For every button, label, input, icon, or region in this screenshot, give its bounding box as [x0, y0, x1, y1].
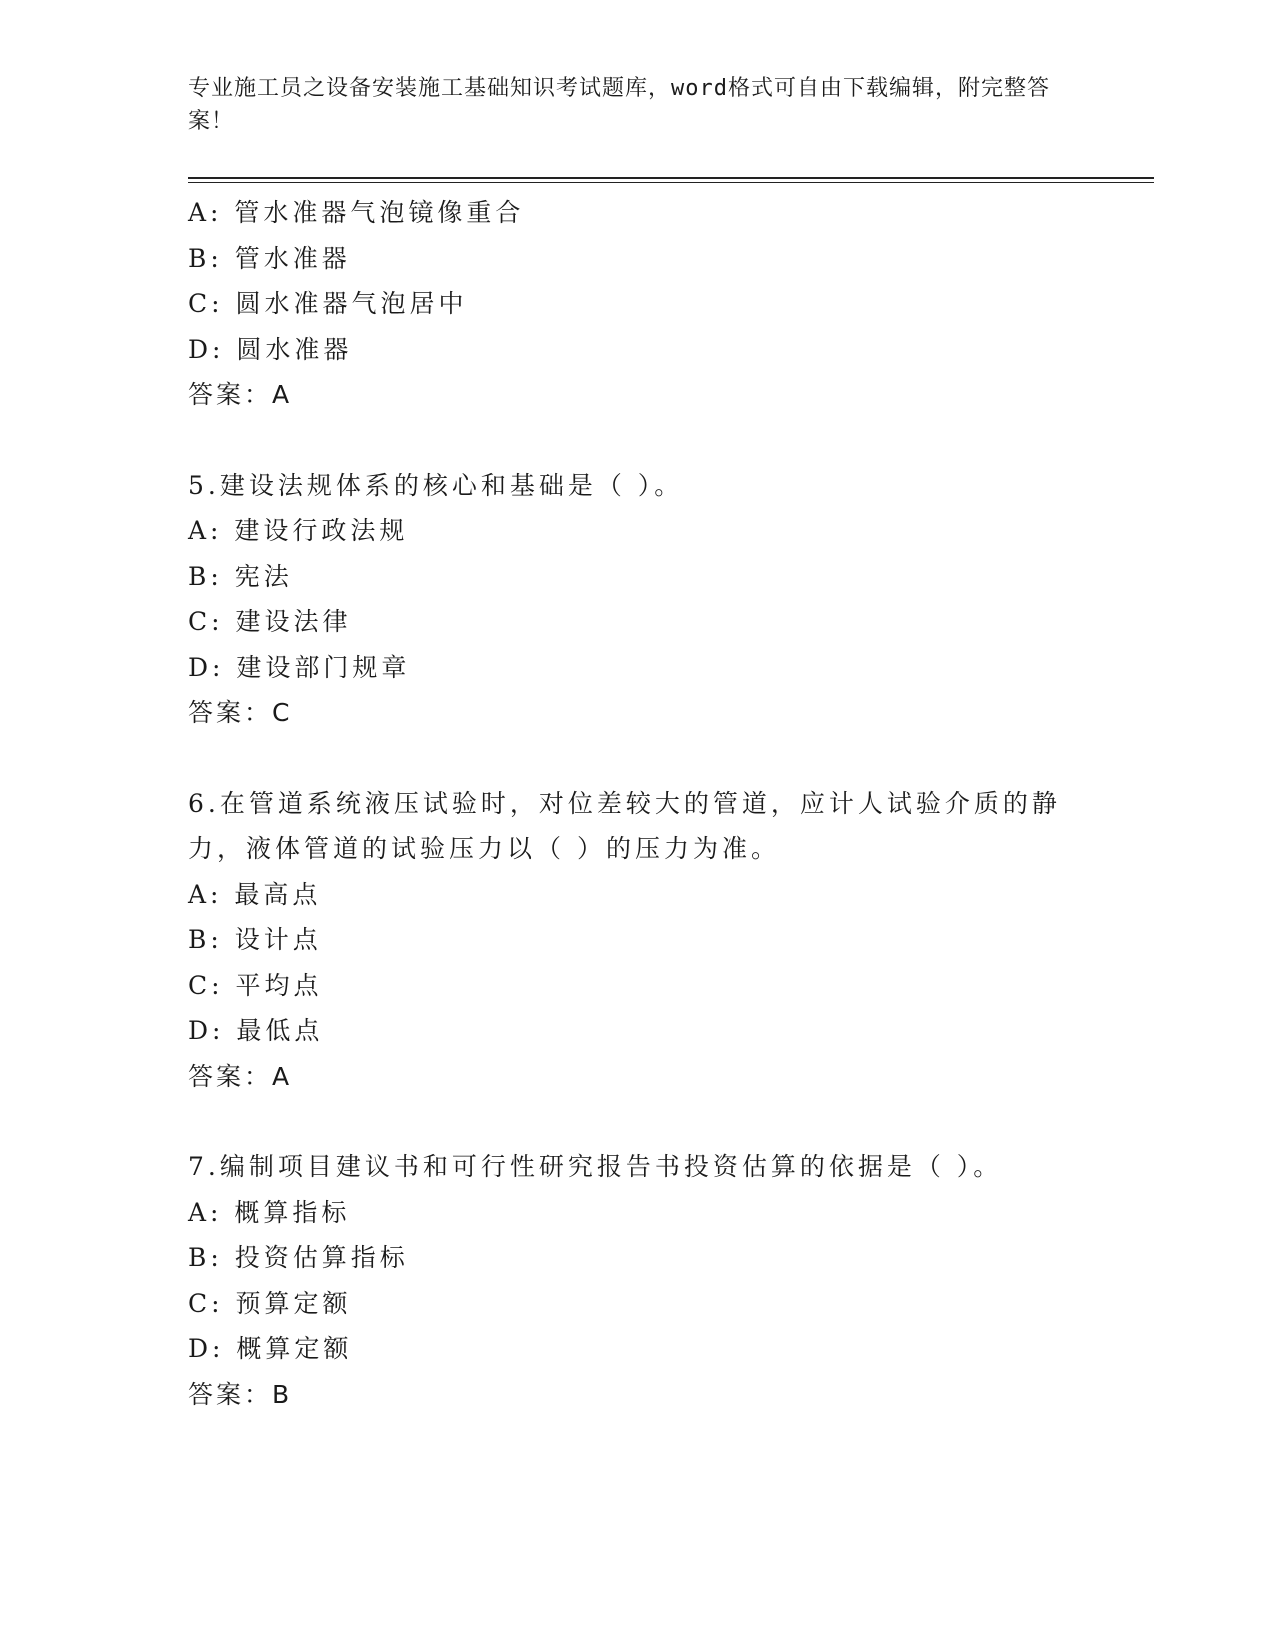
option-a: A: 概算指标: [188, 1197, 351, 1227]
option-c: C: 预算定额: [188, 1288, 352, 1318]
question-text: 7.编制项目建议书和可行性研究报告书投资估算的依据是（ ）。: [188, 1152, 1003, 1181]
option-c: C: 建设法律: [188, 607, 352, 636]
document-header: 专业施工员之设备安装施工基础知识考试题库，word格式可自由下载编辑，附完整答案！: [188, 76, 1050, 134]
option-b: B: 投资估算指标: [188, 1243, 409, 1272]
question-block-7: [188, 1144, 1088, 1417]
option-b: B: 宪法: [188, 561, 293, 591]
option-d: D: 最低点: [188, 1016, 324, 1045]
answer-line: 答案：B: [188, 1379, 293, 1409]
spacer: [188, 1099, 1088, 1144]
answer-line: 答案：A: [188, 380, 293, 409]
question-block-5: [188, 463, 1088, 736]
answer-line: 答案：A: [188, 1061, 293, 1091]
spacer: [188, 736, 1088, 781]
question-list: [188, 190, 1088, 1417]
answer-line: 答案：C: [188, 698, 293, 727]
option-a: A: 建设行政法规: [188, 516, 409, 545]
question-text: 5.建设法规体系的核心和基础是（ ）。: [188, 470, 684, 500]
question-block-6: [188, 781, 1088, 1100]
header-divider-thick: [188, 177, 1154, 179]
question-text: 6.在管道系统液压试验时，对位差较大的管道，应计人试验介质的静力，液体管道的试验压力以（ ）的压力为准。: [188, 788, 1061, 863]
spacer: [188, 418, 1088, 463]
option-d: D: 概算定额: [188, 1334, 353, 1363]
option-a: A: 最高点: [188, 879, 322, 909]
question-block-4: [188, 190, 1088, 418]
option-b: B: 设计点: [188, 925, 322, 954]
option-a: A: 管水准器气泡镜像重合: [188, 198, 525, 227]
option-b: B: 管水准器: [188, 243, 351, 273]
option-c: C: 平均点: [188, 970, 323, 1000]
option-d: D: 建设部门规章: [188, 652, 411, 682]
option-c: C: 圆水准器气泡居中: [188, 289, 468, 318]
option-d: D: 圆水准器: [188, 334, 353, 364]
header-divider-thin: [188, 182, 1154, 183]
